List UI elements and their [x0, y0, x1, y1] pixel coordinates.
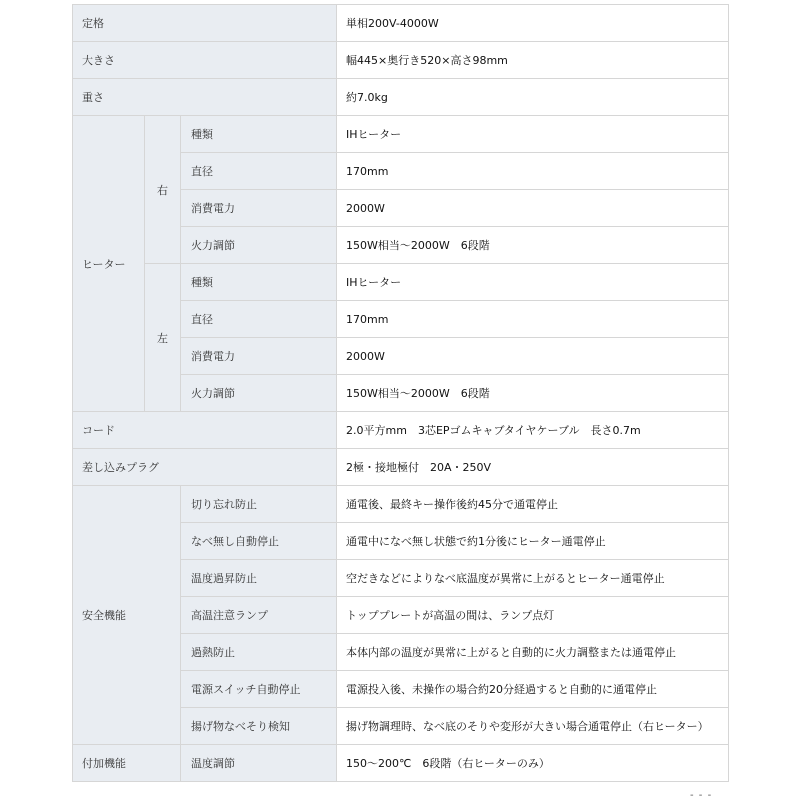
- safety-item-value: トッププレートが高温の間は、ランプ点灯: [337, 597, 729, 634]
- heater-right-adjust-label: 火力調節: [181, 227, 337, 264]
- heater-right-type-value: IHヒーター: [337, 116, 729, 153]
- heater-left-diameter-label: 直径: [181, 301, 337, 338]
- spec-row-heater-right-type: [73, 116, 729, 153]
- safety-item-value: 空だきなどによりなべ底温度が異常に上がるとヒーター通電停止: [337, 560, 729, 597]
- spec-row-plug: [73, 449, 729, 486]
- extra-label: 付加機能: [73, 745, 181, 782]
- safety-item-label: 過熱防止: [181, 634, 337, 671]
- heater-left-diameter-value: 170mm: [337, 301, 729, 338]
- heater-left-adjust-label: 火力調節: [181, 375, 337, 412]
- page-continuation-mark: - - -: [690, 790, 713, 801]
- safety-item-label: 揚げ物なべそり検知: [181, 708, 337, 745]
- size-label: 大きさ: [73, 42, 337, 79]
- size-value: 幅445×奥行き520×高さ98mm: [337, 42, 729, 79]
- heater-label: ヒーター: [73, 116, 145, 412]
- heater-left-type-label: 種類: [181, 264, 337, 301]
- spec-row-safety-0: [73, 486, 729, 523]
- heater-right-type-label: 種類: [181, 116, 337, 153]
- safety-item-value: 本体内部の温度が異常に上がると自動的に火力調整または通電停止: [337, 634, 729, 671]
- heater-left-label: 左: [145, 264, 181, 412]
- spec-row-cord: [73, 412, 729, 449]
- safety-label: 安全機能: [73, 486, 181, 745]
- weight-label: 重さ: [73, 79, 337, 116]
- spec-row-extra-0: [73, 745, 729, 782]
- spec-row-rated: [73, 5, 729, 42]
- safety-item-label: なべ無し自動停止: [181, 523, 337, 560]
- cord-value: 2.0平方mm 3芯EPゴムキャブタイヤケーブル 長さ0.7m: [337, 412, 729, 449]
- safety-item-label: 切り忘れ防止: [181, 486, 337, 523]
- safety-item-value: 通電後、最終キー操作後約45分で通電停止: [337, 486, 729, 523]
- spec-row-heater-left-type: [73, 264, 729, 301]
- heater-right-diameter-label: 直径: [181, 153, 337, 190]
- rated-label: 定格: [73, 5, 337, 42]
- plug-label: 差し込みプラグ: [73, 449, 337, 486]
- heater-right-power-value: 2000W: [337, 190, 729, 227]
- extra-item-label: 温度調節: [181, 745, 337, 782]
- spec-row-size: [73, 42, 729, 79]
- heater-right-adjust-value: 150W相当～2000W 6段階: [337, 227, 729, 264]
- safety-item-label: 高温注意ランプ: [181, 597, 337, 634]
- heater-right-label: 右: [145, 116, 181, 264]
- heater-left-power-label: 消費電力: [181, 338, 337, 375]
- safety-item-label: 電源スイッチ自動停止: [181, 671, 337, 708]
- cord-label: コード: [73, 412, 337, 449]
- heater-right-diameter-value: 170mm: [337, 153, 729, 190]
- spec-table: [72, 4, 729, 782]
- rated-value: 単相200V-4000W: [337, 5, 729, 42]
- heater-left-power-value: 2000W: [337, 338, 729, 375]
- safety-item-value: 揚げ物調理時、なべ底のそりや変形が大きい場合通電停止（右ヒーター）: [337, 708, 729, 745]
- heater-left-adjust-value: 150W相当～2000W 6段階: [337, 375, 729, 412]
- safety-item-value: 通電中になべ無し状態で約1分後にヒーター通電停止: [337, 523, 729, 560]
- heater-right-power-label: 消費電力: [181, 190, 337, 227]
- spec-row-weight: [73, 79, 729, 116]
- extra-item-value: 150～200℃ 6段階（右ヒーターのみ）: [337, 745, 729, 782]
- safety-item-value: 電源投入後、未操作の場合約20分経過すると自動的に通電停止: [337, 671, 729, 708]
- plug-value: 2極・接地極付 20A・250V: [337, 449, 729, 486]
- heater-left-type-value: IHヒーター: [337, 264, 729, 301]
- safety-item-label: 温度過昇防止: [181, 560, 337, 597]
- weight-value: 約7.0kg: [337, 79, 729, 116]
